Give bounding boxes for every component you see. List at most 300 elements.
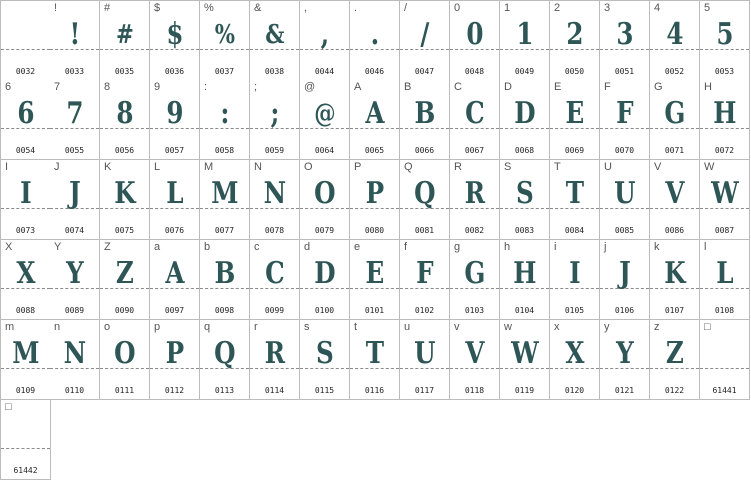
char-code: 0055 <box>64 146 85 155</box>
char-label: n <box>54 321 61 333</box>
char-label: a <box>154 241 161 253</box>
char-code: 0101 <box>364 306 385 315</box>
char-code: 0053 <box>714 67 735 76</box>
char-code: 0056 <box>114 146 135 155</box>
char-code: 0077 <box>214 226 235 235</box>
char-code: 0050 <box>564 67 585 76</box>
glyph-cell <box>700 0 750 81</box>
char-label: w <box>504 321 512 333</box>
char-code: 0112 <box>164 386 185 395</box>
glyph-cell <box>0 160 51 240</box>
char-label: R <box>454 161 462 173</box>
char-code: 0090 <box>114 306 135 315</box>
glyph-sample: 6 <box>17 96 34 131</box>
glyph-sample: H <box>713 96 736 131</box>
char-code: 0046 <box>364 67 385 76</box>
char-code: 0047 <box>414 67 435 76</box>
glyph-sample: I <box>569 256 580 291</box>
glyph-cell <box>700 240 750 320</box>
glyph-sample: C <box>265 256 284 291</box>
glyph-sample <box>704 332 744 376</box>
char-label: O <box>304 161 313 173</box>
glyph-cell <box>150 80 200 160</box>
glyph-cell <box>200 320 250 400</box>
char-label: y <box>604 321 610 333</box>
char-label: o <box>104 321 111 333</box>
char-label: 9 <box>154 81 161 93</box>
char-code: 0120 <box>564 386 585 395</box>
char-label: s <box>304 321 310 333</box>
char-label: h <box>504 241 511 253</box>
char-label: C <box>454 81 462 93</box>
char-label: E <box>554 81 562 93</box>
glyph-cell <box>250 80 300 160</box>
char-label: D <box>504 81 512 93</box>
glyph-sample: Q <box>414 176 435 211</box>
char-label: 3 <box>604 2 611 14</box>
char-code: 0098 <box>214 306 235 315</box>
char-code: 0103 <box>464 306 485 315</box>
glyph-cell <box>450 0 500 81</box>
glyph-sample: % <box>214 20 235 50</box>
glyph-sample: D <box>514 96 535 131</box>
char-label: Q <box>404 161 413 173</box>
char-label: 4 <box>654 2 661 14</box>
glyph-cell <box>550 320 600 400</box>
glyph-cell <box>650 80 700 160</box>
glyph-sample: R <box>264 336 285 371</box>
glyph-sample: W <box>711 176 738 211</box>
char-code: 0083 <box>514 226 535 235</box>
char-label: P <box>354 161 362 173</box>
char-code: 0068 <box>514 146 535 155</box>
char-label: 2 <box>554 2 561 14</box>
char-label: 0 <box>454 2 461 14</box>
glyph-cell <box>600 320 650 400</box>
glyph-cell <box>0 400 51 480</box>
glyph-cell <box>350 0 400 81</box>
char-code: 0100 <box>314 306 335 315</box>
glyph-sample: 3 <box>616 17 633 52</box>
char-label: H <box>704 81 712 93</box>
char-label: N <box>254 161 262 173</box>
char-code: 0033 <box>64 67 85 76</box>
char-code: 0079 <box>314 226 335 235</box>
char-label: & <box>254 2 262 14</box>
glyph-cell <box>600 160 650 240</box>
char-code: 0072 <box>714 146 735 155</box>
char-label: r <box>254 321 258 333</box>
glyph-sample: S <box>316 336 333 371</box>
glyph-cell <box>0 240 51 320</box>
glyph-sample: B <box>214 256 235 291</box>
char-code: 0069 <box>564 146 585 155</box>
glyph-cell <box>600 240 650 320</box>
char-code: 0032 <box>15 67 36 76</box>
char-label: v <box>454 321 460 333</box>
char-label: . <box>354 2 358 14</box>
glyph-cell <box>650 0 700 81</box>
char-code: 0111 <box>114 386 135 395</box>
char-code: 0104 <box>514 306 535 315</box>
char-code: 0071 <box>664 146 685 155</box>
char-code: 0122 <box>664 386 685 395</box>
glyph-cell <box>550 0 600 81</box>
glyph-sample: W <box>511 336 538 371</box>
glyph-sample: R <box>464 176 485 211</box>
char-code: 0051 <box>614 67 635 76</box>
char-code: 0107 <box>664 306 685 315</box>
glyph-cell <box>500 240 550 320</box>
glyph-cell <box>100 320 150 400</box>
glyph-sample: 7 <box>66 96 83 131</box>
char-label: 7 <box>54 81 61 93</box>
glyph-cell <box>500 160 550 240</box>
char-label: V <box>654 161 662 173</box>
glyph-sample: 8 <box>116 96 133 131</box>
glyph-cell <box>550 160 600 240</box>
glyph-cell <box>150 320 200 400</box>
char-code: 0037 <box>214 67 235 76</box>
char-label: % <box>204 2 214 14</box>
glyph-cell <box>550 240 600 320</box>
char-label: 5 <box>704 2 711 14</box>
glyph-sample: K <box>664 256 685 291</box>
char-label: @ <box>304 81 316 93</box>
char-code: 0054 <box>15 146 36 155</box>
char-code: 0081 <box>414 226 435 235</box>
char-label: J <box>54 161 60 173</box>
char-code: 0057 <box>164 146 185 155</box>
glyph-cell <box>500 0 550 81</box>
char-label: i <box>554 241 557 253</box>
glyph-cell <box>200 240 250 320</box>
glyph-cell <box>650 160 700 240</box>
glyph-sample: 9 <box>166 96 183 131</box>
glyph-sample: V <box>665 176 684 211</box>
char-code: 0078 <box>264 226 285 235</box>
glyph-cell <box>450 160 500 240</box>
char-code: 0117 <box>414 386 435 395</box>
char-label: t <box>354 321 358 333</box>
char-label: Z <box>104 241 111 253</box>
char-code: 0038 <box>264 67 285 76</box>
char-code: 0059 <box>264 146 285 155</box>
glyph-sample: Y <box>66 256 83 291</box>
glyph-cell <box>400 240 450 320</box>
char-code: 0066 <box>414 146 435 155</box>
glyph-cell <box>700 320 750 400</box>
glyph-cell <box>300 160 350 240</box>
glyph-sample: E <box>565 96 584 131</box>
glyph-cell <box>50 160 100 240</box>
char-code: 0105 <box>564 306 585 315</box>
glyph-sample: E <box>365 256 384 291</box>
char-code: 0113 <box>214 386 235 395</box>
glyph-cell <box>600 0 650 81</box>
glyph-sample: . <box>370 17 379 52</box>
char-label: $ <box>154 2 161 14</box>
glyph-sample: J <box>619 256 630 291</box>
glyph-cell <box>0 320 51 400</box>
glyph-sample: 4 <box>666 17 683 52</box>
char-code: 0052 <box>664 67 685 76</box>
char-code: 0115 <box>314 386 335 395</box>
char-label: g <box>454 241 461 253</box>
char-code: 0082 <box>464 226 485 235</box>
char-code: 0088 <box>15 306 36 315</box>
glyph-cell <box>50 0 100 81</box>
char-label: Y <box>54 241 62 253</box>
glyph-cell <box>650 240 700 320</box>
glyph-sample: D <box>314 256 335 291</box>
char-code: 0119 <box>514 386 535 395</box>
char-label: I <box>5 161 9 173</box>
glyph-sample: 0 <box>466 17 483 52</box>
char-label: T <box>554 161 561 173</box>
char-label: : <box>204 81 208 93</box>
char-label: K <box>104 161 112 173</box>
char-label: c <box>254 241 260 253</box>
char-code: 0067 <box>464 146 485 155</box>
glyph-sample: Z <box>665 336 684 371</box>
glyph-cell <box>50 240 100 320</box>
glyph-sample: T <box>565 176 584 211</box>
glyph-cell <box>100 0 150 81</box>
glyph-sample: $ <box>166 17 183 52</box>
glyph-cell <box>600 80 650 160</box>
glyph-sample: C <box>465 96 484 131</box>
char-label: □ <box>5 401 12 413</box>
char-label: j <box>604 241 607 253</box>
glyph-cell <box>50 80 100 160</box>
glyph-cell <box>300 240 350 320</box>
glyph-sample: , <box>320 17 329 52</box>
glyph-sample: A <box>165 256 184 291</box>
char-label: 6 <box>5 81 12 93</box>
char-code: 0110 <box>64 386 85 395</box>
char-label: S <box>504 161 512 173</box>
char-code: 0121 <box>614 386 635 395</box>
glyph-sample: P <box>165 336 184 371</box>
glyph-cell <box>450 320 500 400</box>
char-label: F <box>604 81 611 93</box>
glyph-cell <box>150 0 200 81</box>
glyph-cell <box>550 80 600 160</box>
char-label: A <box>354 81 362 93</box>
glyph-sample: X <box>565 336 584 371</box>
glyph-cell <box>150 160 200 240</box>
glyph-sample: L <box>716 256 733 291</box>
glyph-cell <box>200 160 250 240</box>
glyph-cell <box>200 80 250 160</box>
char-label: W <box>704 161 715 173</box>
glyph-sample: M <box>211 176 238 211</box>
char-code: 0097 <box>164 306 185 315</box>
glyph-sample: P <box>365 176 384 211</box>
char-code: 0109 <box>15 386 36 395</box>
char-code: 0036 <box>164 67 185 76</box>
glyph-sample: G <box>464 256 485 291</box>
glyph-cell <box>350 160 400 240</box>
char-label: e <box>354 241 361 253</box>
char-label: p <box>154 321 161 333</box>
glyph-cell <box>300 0 350 81</box>
glyph-cell <box>350 320 400 400</box>
char-label: ; <box>254 81 258 93</box>
glyph-cell <box>0 0 51 81</box>
glyph-sample: Z <box>115 256 134 291</box>
char-label: z <box>654 321 660 333</box>
glyph-cell <box>700 80 750 160</box>
glyph-cell <box>400 160 450 240</box>
glyph-sample: U <box>614 176 635 211</box>
glyph-cell <box>200 0 250 81</box>
char-code: 0099 <box>264 306 285 315</box>
char-code: 61442 <box>13 466 38 475</box>
glyph-sample: F <box>416 256 433 291</box>
char-label: d <box>304 241 311 253</box>
char-label: , <box>304 2 308 14</box>
glyph-cell <box>100 160 150 240</box>
char-code: 61441 <box>712 386 737 395</box>
glyph-sample: / <box>420 17 429 52</box>
glyph-cell <box>100 240 150 320</box>
char-label: # <box>104 2 111 14</box>
glyph-cell <box>700 160 750 240</box>
glyph-sample: O <box>314 176 335 211</box>
char-label: 1 <box>504 2 511 14</box>
glyph-cell <box>150 240 200 320</box>
char-code: 0049 <box>514 67 535 76</box>
char-label: 8 <box>104 81 111 93</box>
char-code: 0114 <box>264 386 285 395</box>
glyph-sample: U <box>414 336 435 371</box>
char-code: 0106 <box>614 306 635 315</box>
glyph-sample: K <box>114 176 135 211</box>
char-label: l <box>704 241 707 253</box>
glyph-cell <box>400 0 450 81</box>
char-label: q <box>204 321 211 333</box>
glyph-cell <box>500 320 550 400</box>
glyph-sample: A <box>365 96 384 131</box>
char-code: 0076 <box>164 226 185 235</box>
glyph-sample: 1 <box>516 17 533 52</box>
glyph-cell <box>100 80 150 160</box>
char-label: m <box>5 321 15 333</box>
glyph-cell <box>300 80 350 160</box>
glyph-sample: Q <box>214 336 235 371</box>
glyph-sample: # <box>115 20 134 50</box>
glyph-sample: 2 <box>566 17 583 52</box>
char-label: ! <box>54 2 58 14</box>
glyph-cell <box>50 320 100 400</box>
char-label: M <box>204 161 214 173</box>
glyph-sample <box>5 412 45 456</box>
glyph-cell <box>500 80 550 160</box>
glyph-sample: M <box>12 336 39 371</box>
char-code: 0087 <box>714 226 735 235</box>
glyph-cell <box>350 240 400 320</box>
char-label: B <box>404 81 412 93</box>
glyph-sample: G <box>664 96 685 131</box>
char-code: 0086 <box>664 226 685 235</box>
glyph-cell <box>450 240 500 320</box>
glyph-sample: H <box>513 256 536 291</box>
char-code: 0075 <box>114 226 135 235</box>
glyph-cell <box>300 320 350 400</box>
glyph-sample: F <box>616 96 633 131</box>
glyph-sample: @ <box>314 99 335 129</box>
glyph-sample: V <box>465 336 484 371</box>
char-label: G <box>654 81 663 93</box>
glyph-cell <box>250 0 300 81</box>
glyph-sample: T <box>365 336 384 371</box>
glyph-sample: X <box>16 256 35 291</box>
glyph-sample: ! <box>69 17 80 52</box>
char-code: 0044 <box>314 67 335 76</box>
char-code: 0108 <box>714 306 735 315</box>
glyph-sample: & <box>265 20 284 50</box>
glyph-sample: 5 <box>716 17 733 52</box>
glyph-sample: L <box>166 176 183 211</box>
glyph-sample: O <box>114 336 135 371</box>
glyph-sample: B <box>414 96 435 131</box>
char-code: 0064 <box>314 146 335 155</box>
glyph-sample <box>5 13 45 57</box>
char-label: U <box>604 161 612 173</box>
glyph-sample: N <box>63 336 86 371</box>
char-code: 0058 <box>214 146 235 155</box>
char-label: b <box>204 241 211 253</box>
glyph-cell <box>400 320 450 400</box>
char-label: □ <box>704 321 711 333</box>
glyph-sample: Y <box>616 336 633 371</box>
char-label: u <box>404 321 411 333</box>
char-label: x <box>554 321 560 333</box>
char-label: f <box>404 241 408 253</box>
glyph-cell <box>650 320 700 400</box>
char-code: 0073 <box>15 226 36 235</box>
char-code: 0116 <box>364 386 385 395</box>
char-code: 0085 <box>614 226 635 235</box>
glyph-sample: N <box>263 176 286 211</box>
glyph-cell <box>350 80 400 160</box>
char-code: 0035 <box>114 67 135 76</box>
char-code: 0048 <box>464 67 485 76</box>
char-label: X <box>5 241 13 253</box>
char-label: / <box>404 2 408 14</box>
glyph-sample: I <box>20 176 31 211</box>
char-code: 0074 <box>64 226 85 235</box>
char-code: 0080 <box>364 226 385 235</box>
glyph-cell <box>0 80 51 160</box>
glyph-cell <box>250 240 300 320</box>
glyph-sample: J <box>69 176 80 211</box>
char-code: 0089 <box>64 306 85 315</box>
char-code: 0102 <box>414 306 435 315</box>
char-code: 0065 <box>364 146 385 155</box>
glyph-cell <box>400 80 450 160</box>
char-label: L <box>154 161 161 173</box>
glyph-cell <box>450 80 500 160</box>
glyph-sample: : <box>220 96 229 131</box>
glyph-cell <box>250 320 300 400</box>
char-code: 0084 <box>564 226 585 235</box>
char-label: k <box>654 241 660 253</box>
char-code: 0118 <box>464 386 485 395</box>
glyph-sample: ; <box>270 96 279 131</box>
